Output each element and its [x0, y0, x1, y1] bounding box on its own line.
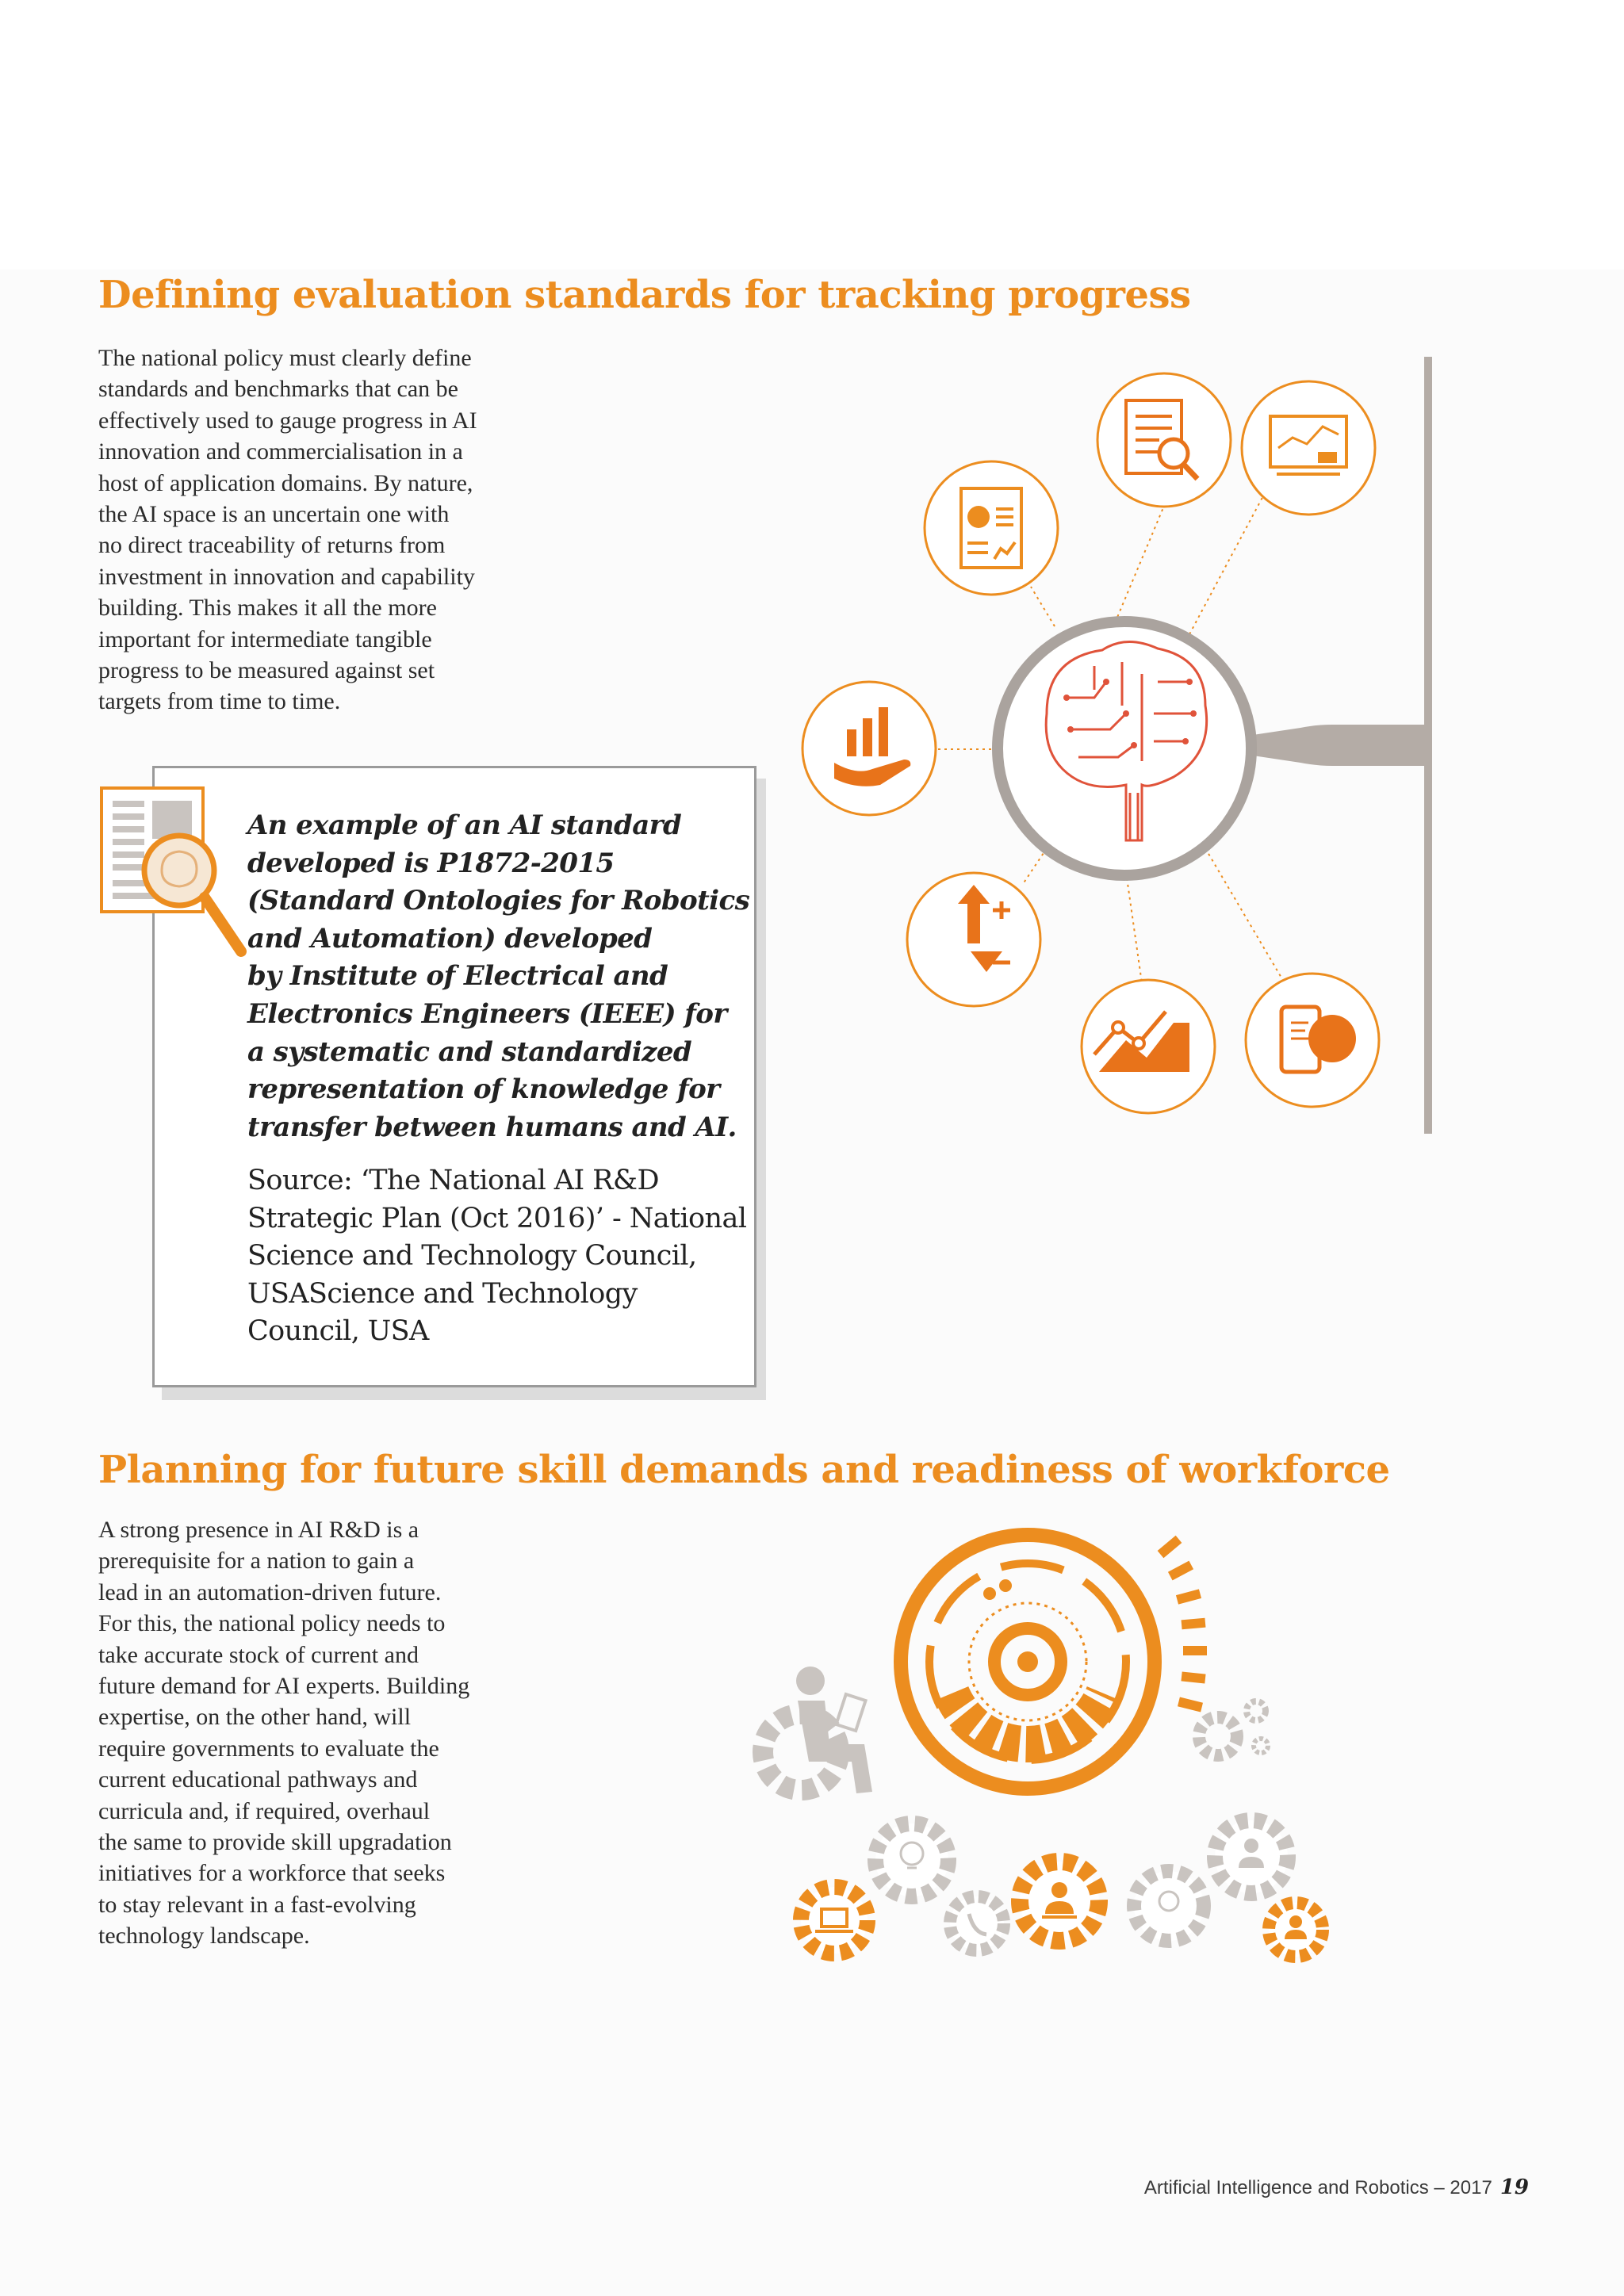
- paragraph-line: no direct traceability of returns from: [98, 532, 446, 559]
- paragraph-line: take accurate stock of current and: [98, 1641, 419, 1668]
- paragraph-line: to stay relevant in a fast-evolving: [98, 1891, 416, 1918]
- tablet-globe-icon: [1246, 974, 1379, 1107]
- connector-line: [1189, 492, 1266, 634]
- paragraph-line: expertise, on the other hand, will: [98, 1704, 412, 1731]
- user-desk-gear-icon: [1020, 1862, 1099, 1941]
- section-heading-evaluation-standards: Defining evaluation standards for tracking progress: [98, 273, 1191, 317]
- quote-line: by Institute of Electrical and: [247, 960, 668, 993]
- quote-line: Electronics Engineers (IEEE) for: [247, 997, 727, 1030]
- connector-line: [1205, 848, 1285, 983]
- quote-line: a systematic and standardized: [247, 1035, 692, 1068]
- callout-quote: [247, 807, 749, 1146]
- laptop-gear-icon: [801, 1887, 868, 1954]
- circuit-node: [1182, 738, 1189, 744]
- circuit-node: [1067, 726, 1074, 733]
- paragraph-line: standards and benchmarks that can be: [98, 376, 458, 403]
- user-desk-gear-icon: [1215, 1820, 1288, 1893]
- magnifier-brain-illustration: [793, 341, 1443, 1150]
- person-laptop-gear-icon: [763, 1667, 872, 1793]
- source-line: Science and Technology Council,: [247, 1240, 697, 1272]
- source-line: Strategic Plan (Oct 2016)’ - National: [247, 1202, 747, 1234]
- page-number: 19: [1500, 2175, 1529, 2199]
- paragraph-line: targets from time to time.: [98, 688, 341, 715]
- paragraph-line: innovation and commercialisation in a: [98, 438, 463, 465]
- magnifier-lens: [998, 622, 1251, 875]
- magnifier-handle: [1237, 725, 1427, 766]
- analytics-monitor-icon: [1242, 381, 1375, 515]
- paragraph-line: initiatives for a workforce that seeks: [98, 1860, 446, 1887]
- paragraph-line: For this, the national policy needs to: [98, 1610, 446, 1637]
- paragraph-line: effectively used to gauge progress in AI: [98, 407, 477, 434]
- quote-line: representation of knowledge for: [247, 1073, 720, 1106]
- circuit-node: [1190, 710, 1197, 717]
- circuit-node: [1131, 742, 1137, 748]
- paragraph-line: lead in an automation-driven future.: [98, 1578, 442, 1605]
- report-search-icon: [1097, 373, 1231, 507]
- paragraph-line: current educational pathways and: [98, 1766, 418, 1793]
- radial-dial-icon: [901, 1535, 1207, 1789]
- phone-gear-icon: [950, 1896, 1004, 1950]
- lightbulb-gear-icon: [1134, 1871, 1204, 1941]
- quote-line: and Automation) developed: [247, 922, 653, 955]
- quote-line: transfer between humans and AI.: [247, 1111, 737, 1143]
- connector-line: [1031, 587, 1055, 626]
- lightbulb-gear-icon: [875, 1823, 948, 1896]
- quote-line: (Standard Ontologies for Robotics: [247, 885, 750, 917]
- paragraph-line: the same to provide skill upgradation: [98, 1829, 452, 1856]
- circuit-node: [1186, 679, 1193, 685]
- paragraph-line: building. This makes it all the more: [98, 595, 437, 622]
- source-line: USAScience and Technology: [247, 1277, 638, 1310]
- source-line: Council, USA: [247, 1315, 429, 1347]
- section-paragraph-evaluation-standards: [98, 342, 558, 718]
- paragraph-line: require governments to evaluate the: [98, 1735, 439, 1762]
- paragraph-line: The national policy must clearly define: [98, 345, 472, 371]
- workforce-gears-illustration: [714, 1522, 1348, 1966]
- source-line: Source: ‘The National AI R&D: [247, 1165, 659, 1196]
- paragraph-line: technology landscape.: [98, 1923, 310, 1950]
- paragraph-line: host of application domains. By nature,: [98, 469, 473, 496]
- paragraph-line: investment in innovation and capability: [98, 563, 475, 590]
- document-magnifier-icon: [94, 785, 252, 964]
- circuit-node: [1063, 695, 1070, 701]
- user-desk-gear-icon: [1269, 1903, 1323, 1957]
- paragraph-line: important for intermediate tangible: [98, 626, 432, 652]
- callout-source: [247, 1162, 746, 1351]
- section-paragraph-workforce-readiness: [98, 1514, 558, 1952]
- paragraph-line: prerequisite for a nation to gain a: [98, 1548, 415, 1575]
- paragraph-line: future demand for AI experts. Building: [98, 1673, 470, 1700]
- small-gear-icon: [1199, 1701, 1268, 1755]
- paragraph-line: progress to be measured against set: [98, 657, 435, 684]
- clipboard-report-icon: [925, 461, 1058, 595]
- arrows-plus-minus-icon: [907, 873, 1040, 1006]
- quote-line: developed is P1872-2015: [247, 847, 615, 879]
- connector-line: [1023, 848, 1047, 884]
- section-heading-workforce-readiness: Planning for future skill demands and readiness of workforce: [98, 1448, 1390, 1492]
- circuit-node: [1103, 679, 1109, 685]
- paragraph-line: curricula and, if required, overhaul: [98, 1797, 431, 1824]
- paragraph-line: A strong presence in AI R&D is a: [98, 1517, 419, 1543]
- growth-chart-icon: [1082, 980, 1215, 1113]
- footer-label: Artificial Intelligence and Robotics – 2017: [1143, 2177, 1492, 2198]
- hand-bar-chart-icon: [802, 682, 936, 815]
- connector-line: [1110, 506, 1164, 634]
- circuit-node: [1123, 710, 1129, 717]
- paragraph-line: the AI space is an uncertain one with: [98, 501, 450, 528]
- quote-line: An example of an AI standard: [247, 809, 682, 841]
- connector-line: [1126, 872, 1142, 983]
- page-footer: [1144, 2175, 1529, 2199]
